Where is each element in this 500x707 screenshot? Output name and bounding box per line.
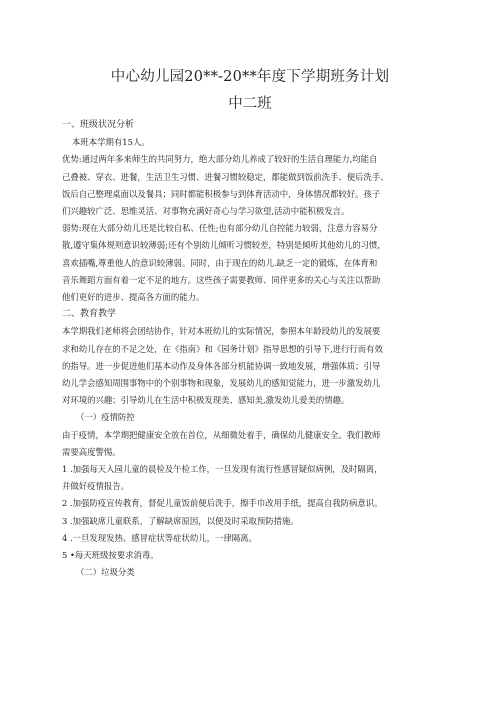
list-item: 3 .加强缺席儿童联系，了解缺席原因，以便及时采取预防措施。: [62, 515, 299, 526]
subsection-heading-epidemic: （一）疫情防控: [76, 412, 135, 423]
paragraph-line: 本学期我们老师将会团结协作，针对本班幼儿的实际情况，参照本年龄段幼儿的发展要: [62, 326, 381, 337]
paragraph-line: 散,遵守集体规则意识较薄弱;还有个别幼儿倾听习惯较差，特别是倾听其他幼儿的习惯，: [62, 240, 386, 251]
paragraph-line: 本班本学期有15人。: [72, 137, 150, 148]
document-body: [62, 117, 444, 581]
paragraph-line: 饭后自己整理桌面以及餐具；同时都能积极参与到体育活动中，身体情况都较好。孩子: [62, 188, 381, 199]
paragraph-line: 幼儿学会感知周围事物中的个别事物和现象，发展幼儿的感知觉能力，进一步激发幼儿: [62, 378, 381, 389]
paragraph-line: 他们更好的进步、提高各方面的能力。: [62, 292, 205, 303]
class-name: 中二班: [228, 96, 272, 112]
section-heading-teaching: 二、教育教学: [62, 309, 117, 320]
paragraph-line: 对环境的兴趣；引导幼儿在生活中积极发现美、感知美,激发幼儿爱美的情趣。: [62, 395, 350, 406]
paragraph-line: 音乐舞蹈方面有着一定不足的地方。这些孩子需要教师、同伴更多的关心与关注以帮助: [62, 274, 381, 285]
paragraph-line: 喜欢插嘴,尊重他人的意识较薄弱。同时，由于现在的幼儿.缺乏一定的锻炼，在体育和: [62, 257, 378, 268]
list-item: 2 .加强防疫宣传教育，督促儿童饭前便后洗手，擦手巾改用手纸，提高自我防病意识。: [62, 498, 383, 509]
list-item: 5 •每天班级按要求消毒。: [62, 550, 159, 561]
paragraph-line: 优势:通过两年多来师生的共同努力，绝大部分幼儿养成了较好的生活自理能力,均能自: [62, 154, 378, 165]
list-item-continuation: 并做好疫情报告。: [62, 481, 129, 492]
paragraph-line: 需要高度警惕。: [62, 446, 121, 457]
paragraph-line: 们兴趣较广泛、思维灵活、对事物充满好奇心与学习欲望,活动中能积极发言。: [62, 206, 350, 217]
list-item: 1 .加强每天入园儿童的晨检及午检工作，一旦发现有流行性感冒疑似病例，及时隔离，: [62, 464, 383, 475]
document-title: 中心幼儿园20**-20**年度下学期班务计划: [110, 69, 390, 85]
paragraph-line: 己叠被、穿衣、进餐，生活卫生习惯、进餐习惯较稳定，都能做到饭前洗手、便后洗手、: [62, 171, 389, 182]
subsection-heading-garbage-sorting: （二）垃圾分类: [76, 567, 135, 578]
list-item: 4 .一旦发现发热、感冒症状等症状幼儿，一律隔离。: [62, 532, 257, 543]
section-heading-class-analysis: 一、班级状况分析: [62, 120, 135, 130]
paragraph-line: 由于疫情，本学期把健康安全放在首位，从细微处着手，确保幼儿健康安全。我们教师: [62, 429, 381, 440]
paragraph-line: 求和幼儿存在的不足之处，在《指南》和《园务计划》指导思想的引导下,进行行而有效: [62, 343, 383, 354]
paragraph-line: 弱势:现在大部分幼儿还是比较自私、任性;也有部分幼儿自控能力较弱，注意力容易分: [62, 223, 378, 234]
paragraph-line: 的指导。进一步促进他们基本动作及身体各部分机能协调一致地发展，增强体质；引导: [62, 360, 381, 371]
